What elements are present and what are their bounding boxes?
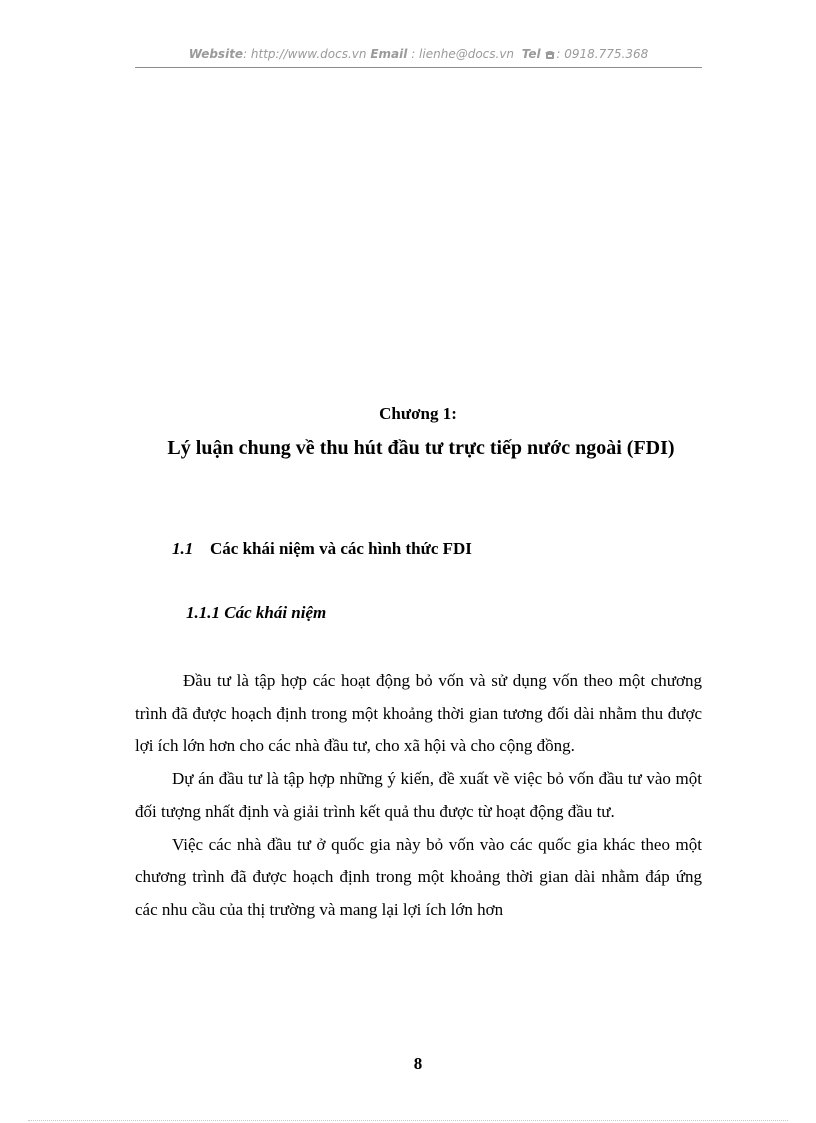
chapter-number: Chương 1: <box>379 404 457 423</box>
email-value: : lienhe@docs.vn <box>411 47 515 61</box>
tel-value: : 0918.775.368 <box>556 47 649 61</box>
page-header <box>135 47 702 68</box>
paragraph: Đầu tư là tập hợp các hoạt động bỏ vốn và sử dụng vốn theo một chương trình đã được hoạch định trong một khoảng thời gian tương đối dài nhằm thu được lợi ích lớn hơn cho các nhà đầu tư, cho xã hội và cho cộng đồng. <box>135 671 702 756</box>
email-label: Email <box>370 47 408 61</box>
paragraph: Việc các nhà đầu tư ở quốc gia này bỏ vốn vào các quốc gia khác theo một chương trình đã được hoạch định trong một khoảng thời gian dài nhằm đáp ứng các nhu cầu của thị trường và mang lại lợi ích lớn hơn <box>135 834 702 919</box>
website-value: : http://www.docs.vn <box>243 47 367 61</box>
body-text <box>135 665 702 927</box>
section-title: Các khái niệm và các hình thức FDI <box>210 539 472 558</box>
paragraph: Dự án đầu tư là tập hợp những ý kiến, đề xuất về việc bỏ vốn đầu tư vào một đối tượng nhất định và giải trình kết quả thu được từ hoạt động đầu tư. <box>135 769 702 821</box>
footer-divider <box>28 1120 788 1121</box>
section-number: 1.1 <box>172 539 194 558</box>
phone-icon <box>545 50 555 59</box>
page-number: 8 <box>413 1054 423 1073</box>
tel-label: Tel <box>521 47 541 61</box>
subsection-heading: 1.1.1 Các khái niệm <box>186 603 327 622</box>
chapter-title: Lý luận chung về thu hút đầu tư trực tiếp nước ngoài (FDI) <box>167 437 675 459</box>
section-heading <box>172 539 472 559</box>
website-label: Website <box>188 47 244 61</box>
